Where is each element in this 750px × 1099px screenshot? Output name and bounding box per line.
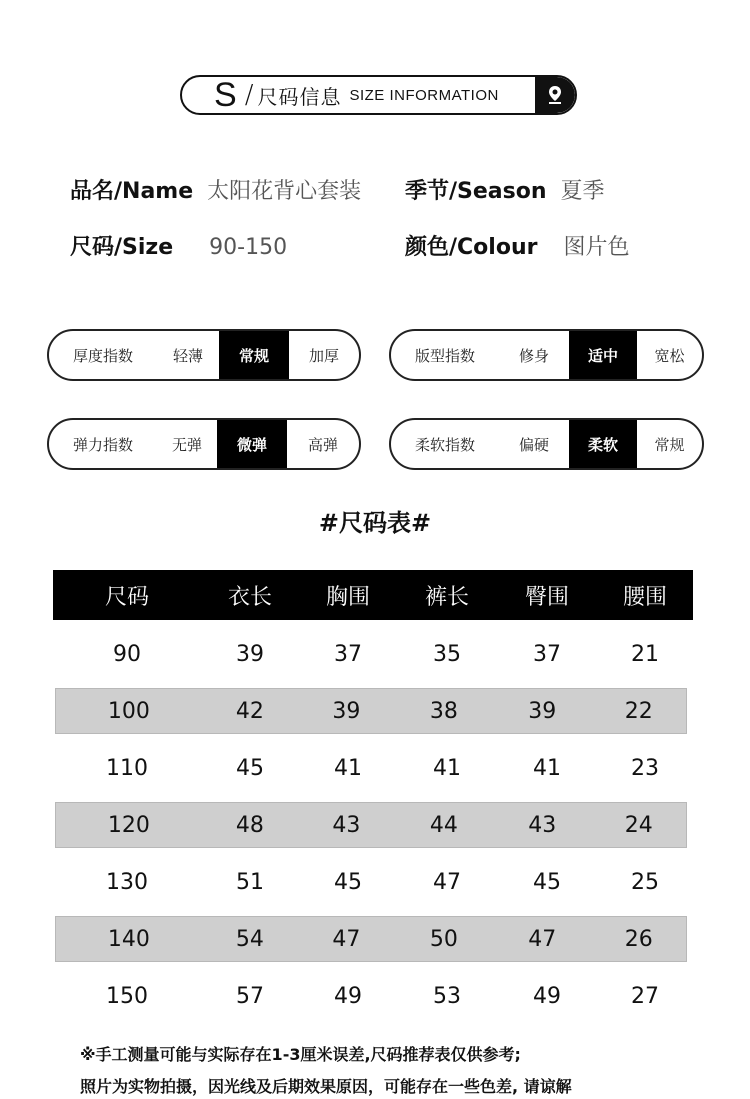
table-row [55,916,687,962]
season-row [405,174,605,205]
header-size: 尺码 [104,584,149,610]
softness-option-regular: 常规 [654,435,685,454]
thickness-label: 厚度指数 [72,346,133,365]
thickness-option-thick: 加厚 [308,346,339,365]
table-cell: 37 [334,641,362,667]
table-cell: 150 [106,983,148,1009]
color-note: 照片为实物拍摄，因光线及后期效果原因，可能存在一些色差, 请谅解 [80,1077,572,1096]
table-cell: 41 [433,755,461,781]
table-cell: 130 [106,869,148,895]
header-waist: 腰围 [622,584,667,610]
fit-option-slim: 修身 [518,346,549,365]
table-cell: 43 [332,812,361,838]
colour-value: 图片色 [563,235,630,260]
size-chart-title: #尺码表# [318,509,432,537]
table-cell: 42 [235,698,264,724]
table-cell: 100 [107,698,150,724]
table-cell: 39 [332,698,361,724]
season-value: 夏季 [560,179,605,204]
title-letter: S [214,76,237,114]
title-slash: / [244,80,254,110]
table-cell: 24 [624,812,653,838]
table-cell: 26 [624,926,653,952]
table-cell: 57 [236,983,264,1009]
thickness-option-regular-selected: 常规 [219,331,289,379]
elasticity-option-slight-selected: 微弹 [217,420,287,468]
colour-row [405,230,629,261]
table-cell: 90 [113,641,141,667]
table-cell: 22 [624,698,653,724]
table-cell: 44 [429,812,458,838]
table-cell: 120 [107,812,150,838]
size-row [70,230,287,261]
table-cell: 41 [533,755,561,781]
header-length: 衣长 [227,584,272,610]
table-cell: 21 [631,641,659,667]
table-row [53,859,693,905]
fit-option-medium-selected: 适中 [569,331,637,379]
table-cell: 41 [334,755,362,781]
name-label: 品名/Name [70,179,194,204]
elasticity-label: 弹力指数 [72,435,133,454]
table-cell: 39 [236,641,264,667]
fit-indicator [389,329,704,381]
header-hip: 臀围 [524,584,569,610]
table-header [53,570,693,620]
name-value: 太阳花背心套装 [207,179,362,204]
elasticity-indicator [47,418,361,470]
table-row [53,745,693,791]
table-cell: 54 [235,926,264,952]
softness-indicator [389,418,704,470]
table-cell: 23 [631,755,659,781]
size-value: 90-150 [209,235,288,260]
table-row [53,973,693,1019]
fit-option-loose: 宽松 [654,346,685,365]
title-chinese: 尺码信息 [257,84,342,109]
table-cell: 53 [433,983,461,1009]
table-row [55,688,687,734]
thickness-indicator [47,329,361,381]
season-label: 季节/Season [405,179,547,204]
size-info-title [180,75,577,115]
table-cell: 51 [236,869,264,895]
table-cell: 25 [631,869,659,895]
table-cell: 39 [528,698,557,724]
table-cell: 48 [235,812,264,838]
table-cell: 45 [533,869,561,895]
thickness-option-thin: 轻薄 [172,346,203,365]
table-cell: 38 [429,698,458,724]
table-cell: 110 [106,755,148,781]
table-cell: 35 [433,641,461,667]
size-table [53,570,693,1019]
size-label: 尺码/Size [70,235,174,260]
pin-icon [535,77,575,113]
product-name-row [70,174,361,205]
measurement-note: ※手工测量可能与实际存在1-3厘米误差,尺码推荐表仅供参考; [80,1045,521,1064]
elasticity-option-high: 高弹 [307,435,338,454]
table-cell: 140 [107,926,150,952]
elasticity-option-none: 无弹 [171,435,202,454]
header-chest: 胸围 [325,584,370,610]
table-cell: 45 [334,869,362,895]
table-cell: 27 [631,983,659,1009]
table-row [53,631,693,677]
table-cell: 47 [528,926,557,952]
table-cell: 49 [533,983,561,1009]
header-pants-length: 裤长 [424,584,469,610]
title-english: SIZE INFORMATION [349,86,499,104]
table-cell: 49 [334,983,362,1009]
table-cell: 43 [528,812,557,838]
table-cell: 47 [332,926,361,952]
table-row [55,802,687,848]
softness-label: 柔软指数 [414,435,475,454]
colour-label: 颜色/Colour [405,235,538,260]
table-cell: 45 [236,755,264,781]
softness-option-soft-selected: 柔软 [569,420,637,468]
softness-option-hard: 偏硬 [518,435,549,454]
table-cell: 37 [533,641,561,667]
fit-label: 版型指数 [414,346,475,365]
table-cell: 47 [433,869,461,895]
table-cell: 50 [429,926,458,952]
